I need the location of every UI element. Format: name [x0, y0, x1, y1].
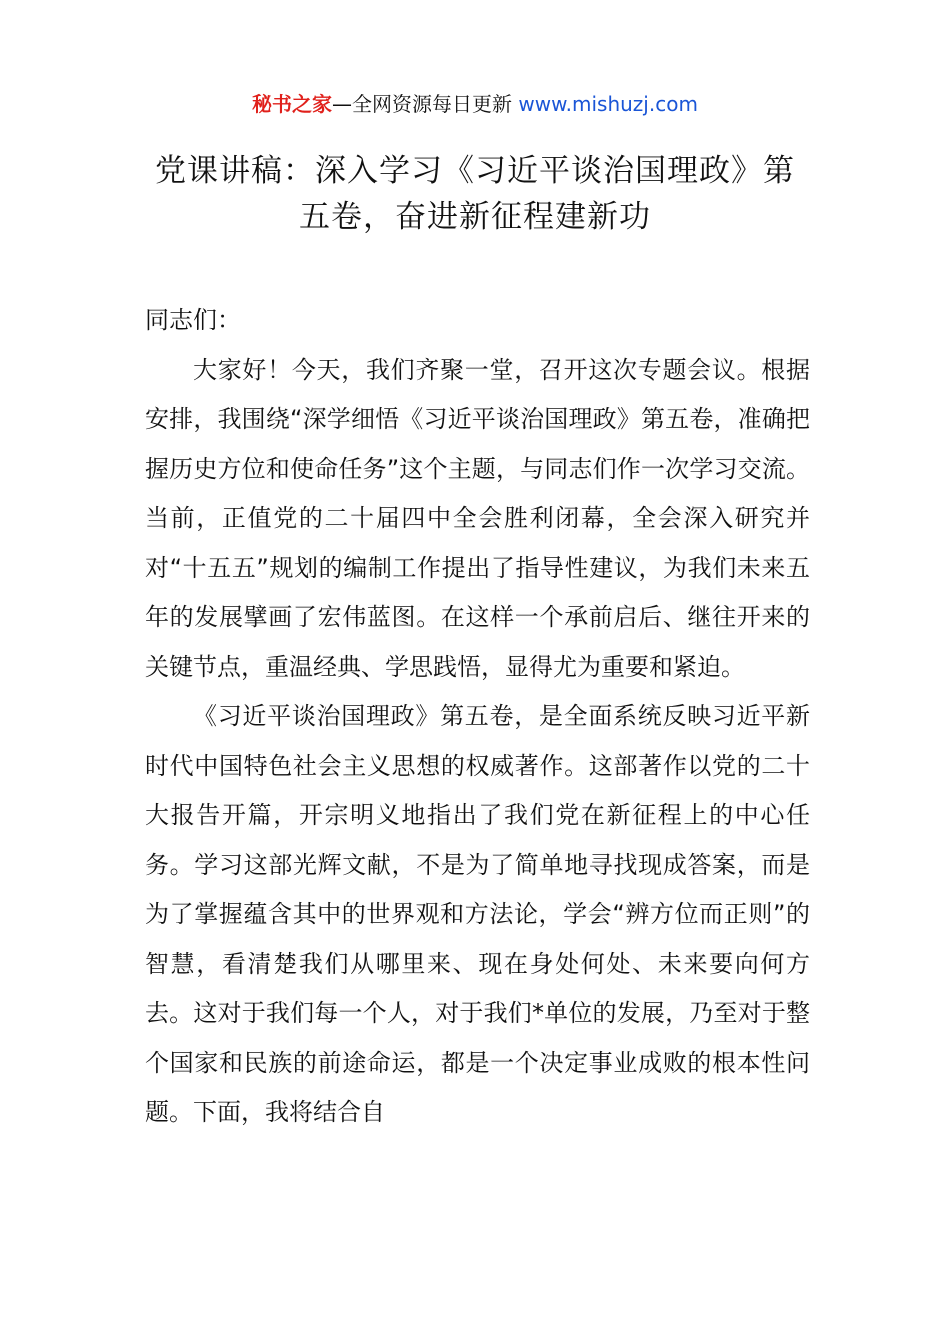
document-title [100, 148, 850, 240]
title-line-1: 党课讲稿：深入学习《习近平谈治国理政》第 [155, 153, 795, 189]
greeting: 同志们： [145, 306, 241, 334]
site-url: www.mishuzj.com [518, 92, 698, 116]
banner-tagline: —全网资源每日更新 [332, 92, 519, 116]
paragraph-2: 《习近平谈治国理政》第五卷，是全面系统反映习近平新时代中国特色社会主义思想的权威著作。这部著作以党的二十大报告开篇，开宗明义地指出了我们党在新征程上的中心任务。学习这部光辉文献，不是为了简单地寻找现成答案，而是为了掌握蕴含其中的世界观和方法论，学会“辨方位而正则”的智慧，看清楚我们从哪里来、现在身处何处、未来要向何方去。这对于我们每一个人，对于我们*单位的发展，乃至对于整个国家和民族的前途命运，都是一个决定事业成败的根本性问题。下面，我将结合自 [145, 702, 810, 1126]
paragraph-1: 大家好！今天，我们齐聚一堂，召开这次专题会议。根据安排，我围绕“深学细悟《习近平谈治国理政》第五卷，准确把握历史方位和使命任务”这个主题，与同志们作一次学习交流。当前，正值党的二十届四中全会胜利闭幕，全会深入研究并对“十五五”规划的编制工作提出了指导性建议，为我们未来五年的发展擘画了宏伟蓝图。在这样一个承前启后、继往开来的关键节点，重温经典、学思践悟，显得尤为重要和紧迫。 [145, 355, 810, 681]
site-banner [0, 89, 950, 119]
document-body [145, 296, 810, 1138]
brand-name: 秘书之家 [252, 92, 333, 116]
title-line-2: 五卷，奋进新征程建新功 [299, 199, 651, 235]
